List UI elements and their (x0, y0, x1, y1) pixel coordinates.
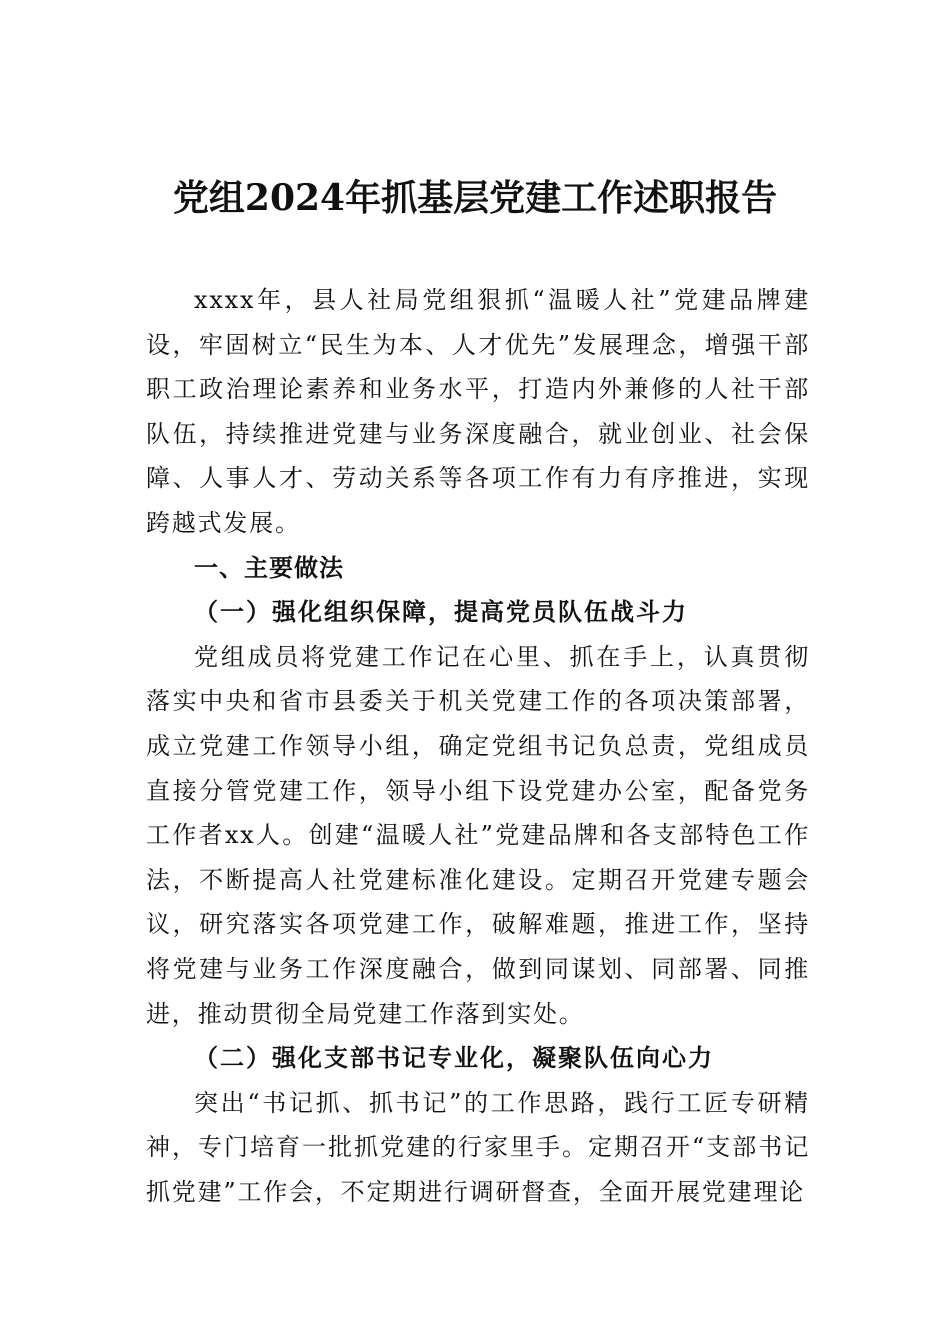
subsection-2-paragraph: 突出“书记抓、抓书记”的工作思路，践行工匠专研精神，专门培育一批抓党建的行家里手。定期召开“支部书记抓党建”工作会，不定期进行调研督查，全面开展党建理论 (146, 1088, 810, 1206)
subsection-heading-2: （二）强化支部书记专业化，凝聚队伍向心力 (194, 1043, 714, 1073)
subsection-heading-1: （一）强化组织保障，提高党员队伍战斗力 (194, 597, 688, 627)
document-body (146, 278, 810, 1214)
section-heading-main-practices: 一、主要做法 (194, 553, 344, 582)
document-title: 党组2024年抓基层党建工作述职报告 (172, 177, 778, 219)
subsection-1-paragraph: 党组成员将党建工作记在心里、抓在手上，认真贯彻落实中央和省市县委关于机关党建工作的各项决策部署，成立党建工作领导小组，确定党组书记负总责，党组成员直接分管党建工作，领导小组下设党建办公室，配备党务工作者xx人。创建“温暖人社”党建品牌和各支部特色工作法，不断提高人社党建标准化建设。定期召开党建专题会议，研究落实各项党建工作，破解难题，推进工作，坚持将党建与业务工作深度融合，做到同谋划、同部署、同推进，推动贯彻全局党建工作落到实处。 (146, 642, 810, 1028)
intro-paragraph: xxxx年，县人社局党组狠抓“温暖人社”党建品牌建设，牢固树立“民生为本、人才优先”发展理念，增强干部职工政治理论素养和业务水平，打造内外兼修的人社干部队伍，持续推进党建与业务深度融合，就业创业、社会保障、人事人才、劳动关系等各项工作有力有序推进，实现跨越式发展。 (146, 286, 810, 537)
